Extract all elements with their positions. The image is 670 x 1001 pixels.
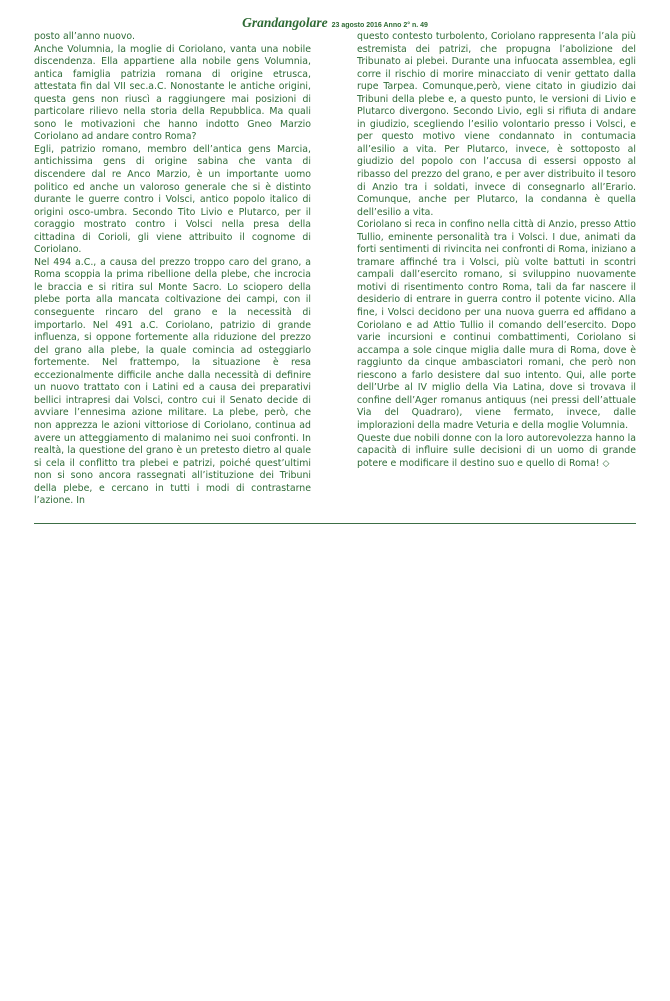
paragraph: Egli, patrizio romano, membro dell’antica gens Marcia, antichissima gens di origine sabina che vanta di discendere dal re Anco Marzio, è un importante uomo politico ed anche un valoroso generale che si è distinto durante le guerre contro i Volsci, antico popolo italico di origini osco-umbra. Secondo Tito Livio e Plutarco, per il coraggio mostrato contro i Volsci nella presa della cittadina di Corioli, gli viene attribuito il cognome di Coriolano.	[34, 143, 311, 256]
paragraph: Anche Volumnia, la moglie di Coriolano, vanta una nobile discendenza. Ella appartiene alla nobile gens Volumnia, antica famiglia patrizia romana di origine etrusca, attestata fin dal VII sec.a.C. Nonostante le antiche origini, questa gens non riuscì a raggiungere mai posizioni di particolare rilievo nella storia della Repubblica. Ma quali sono le motivazioni che hanno indotto Gneo Marzio Coriolano ad andare contro Roma?	[34, 43, 311, 143]
paragraph-last	[357, 433, 636, 471]
paragraph: questo contesto turbolento, Coriolano rappresenta l’ala più estremista dei patrizi, che propugna l’abolizione del Tribunato ai plebei. Durante una infuocata assemblea, egli corre il rischio di morire minacciato di venir gettato dalla rupe Tarpea. Comunque,però, viene citato in giudizio dai Tribuni della plebe e, a questo punto, le versioni di Livio e Plutarco divergono. Secondo Livio, egli si rifiuta di andare in giudizio, scegliendo l’esilio volontario presso i Volsci, e per questo motivo viene condannato in contumacia all’esilio a vita. Per Plutarco, invece, è sottoposto al giudizio del popolo con l’accusa di essersi opposto al ribasso del prezzo del grano, e per aver distribuito il tesoro di Anzio tra i soldati, invece di consegnarlo all’Erario. Comunque, anche per Plutarco, la condanna è quella dell’esilio a vita.	[357, 31, 636, 218]
right-column	[357, 31, 636, 470]
paragraph-text: Queste due nobili donne con la loro autorevolezza hanno la capacità di influire sulle decisioni di un uomo di grande potere e modificare il destino suo e quello di Roma!	[357, 432, 636, 469]
paragraph: Nel 494 a.C., a causa del prezzo troppo caro del grano, a Roma scoppia la prima ribellione della plebe, che incrocia le braccia e si ritira sul Monte Sacro. Lo sciopero della plebe porta alla mancata coltivazione dei campi, con il conseguente rincaro del grano e la necessità di importarlo. Nel 491 a.C. Coriolano, patrizio di grande influenza, si oppone fortemente alla riduzione del prezzo del grano alla plebe, la quale comincia ad osteggiarlo fortemente. Nel frattempo, la situazione è resa eccezionalmente difficile anche dalla necessità di definire un nuovo trattato con i Latini ed a causa dei preparativi bellici intrapresi dai Volsci, contro cui il Senato decide di avviare l’ennesima azione militare. La plebe, però, che non apprezza le azioni vittoriose di Coriolano, continua ad avere un atteggiamento di malanimo nei suoi confronti. In realtà, la questione del grano è un pretesto dietro al quale si cela il conflitto tra plebei e patrizi, poiché quest’ultimi non si sono ancora rassegnati all’istituzione dei Tribuni della plebe, e cercano in tutti i modi di contrastarne l’azione. In	[34, 256, 311, 507]
diamond-outline-icon: ◇	[602, 458, 610, 469]
issue-info: 23 agosto 2016 Anno 2° n. 49	[331, 22, 428, 29]
publication-title: Grandangolare	[242, 15, 328, 30]
divider	[34, 523, 636, 524]
page-header	[0, 14, 670, 32]
paragraph: Coriolano si reca in confino nella città di Anzio, presso Attio Tullio, eminente personalità tra i Volsci. I due, animati da forti sentimenti di rivincita nei confronti di Roma, iniziano a tramare affinché tra i Volsci, più volte battuti in scontri campali dall’esercito romano, si sviluppino nuovamente motivi di risentimento contro Roma, tali da far nascere il desiderio di entrare in guerra contro il potente vicino. Alla fine, i Volsci decidono per una nuova guerra ed affidano a Coriolano e ad Attio Tullio il comando dell’esercito. Dopo varie incursioni e continui combattimenti, Coriolano si accampa a sole cinque miglia dalle mura di Roma, dove è raggiunto da cinque ambasciatori romani, che però non riescono a farlo desistere dal suo intento. Qui, alle porte dell’Urbe al IV miglio della Via Latina, dove si trovava il confine dell’Ager romanus antiquus (nei pressi dell’attuale Via del Quadraro), viene fermato, invece, dalle implorazioni della madre Veturia e della moglie Volumnia.	[357, 219, 636, 431]
paragraph: posto all’anno nuovo.	[34, 31, 135, 42]
left-column	[34, 31, 311, 508]
